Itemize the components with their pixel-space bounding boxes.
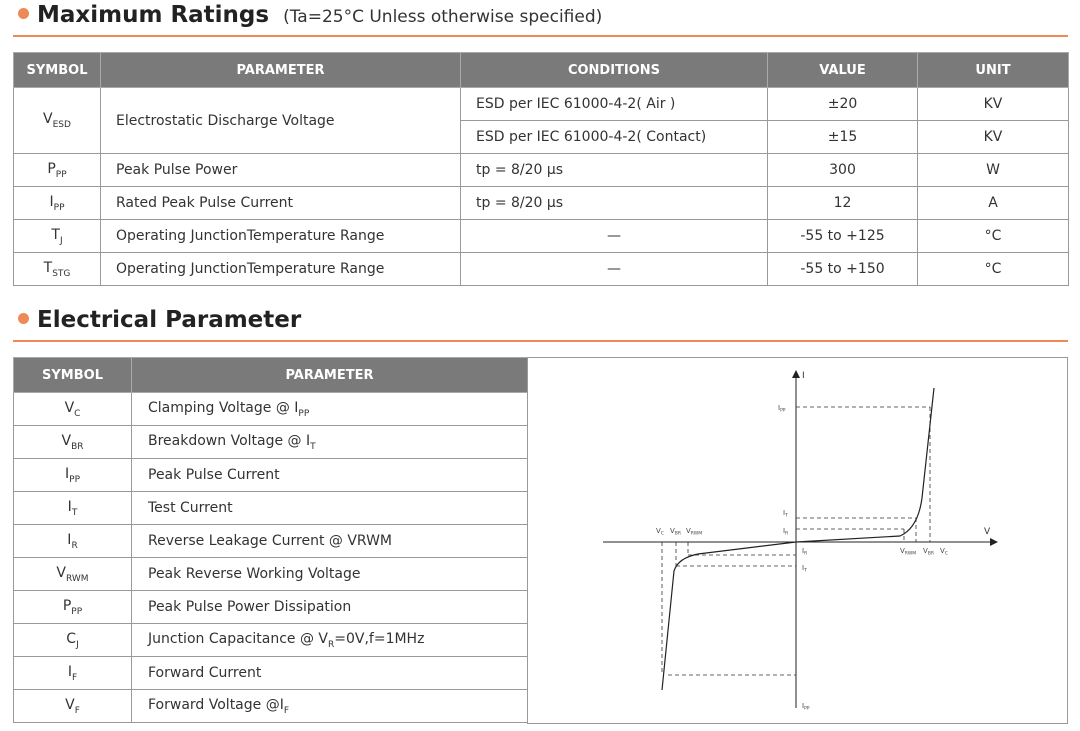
bullet-icon	[18, 313, 29, 324]
ipp-neg-label: $I_{PP}$	[802, 702, 810, 712]
unit-cell: A	[918, 187, 1069, 220]
v-axis-label: V	[984, 527, 991, 537]
parameter-cell: Rated Peak Pulse Current	[101, 187, 461, 220]
ir-label: $I_R$	[783, 527, 789, 537]
symbol-cell: $V_{BR}$	[14, 426, 132, 459]
table-row	[14, 88, 1069, 121]
unit-cell: °C	[918, 220, 1069, 253]
condition-cell: ESD per IEC 61000-4-2( Contact)	[461, 121, 768, 154]
vbr-neg-label: $V_{BR}$	[670, 527, 682, 537]
value-cell: -55 to +150	[768, 253, 918, 286]
symbol-cell: $I_{PP}$	[14, 187, 101, 220]
vc-neg-label: $V_C$	[656, 527, 664, 537]
ipp-label: $I_{PP}$	[778, 404, 786, 414]
it-label: $I_T$	[783, 509, 788, 519]
symbol-cell: $I_R$	[14, 525, 132, 558]
table-row	[14, 220, 1069, 253]
parameter-cell: Forward Current	[132, 657, 528, 690]
table-row	[14, 624, 528, 657]
heading-rule	[13, 35, 1068, 37]
header-conditions: CONDITIONS	[461, 53, 768, 88]
header-parameter: PARAMETER	[132, 358, 528, 393]
value-cell: ±15	[768, 121, 918, 154]
header-unit: UNIT	[918, 53, 1069, 88]
table-row	[14, 426, 528, 459]
electrical-parameter-heading	[18, 307, 301, 333]
symbol-cell: $C_J$	[14, 624, 132, 657]
header-symbol: SYMBOL	[14, 53, 101, 88]
symbol-cell: $V_{RWM}$	[14, 558, 132, 591]
i-axis-arrow-icon	[792, 370, 800, 378]
symbol-cell: $V_C$	[14, 393, 132, 426]
iv-curve	[662, 388, 934, 690]
parameter-cell: Peak Pulse Power	[101, 154, 461, 187]
electrical-parameter-table	[13, 357, 528, 723]
value-cell: ±20	[768, 88, 918, 121]
it-neg-label: $I_T$	[802, 564, 807, 574]
bullet-icon	[18, 8, 29, 19]
value-cell: 300	[768, 154, 918, 187]
parameter-cell: Operating JunctionTemperature Range	[101, 220, 461, 253]
table-header-row	[14, 53, 1069, 88]
parameter-cell: Forward Voltage $@I_F$	[132, 690, 528, 723]
iv-characteristic-diagram	[527, 357, 1068, 724]
table-row	[14, 591, 528, 624]
unit-cell: KV	[918, 121, 1069, 154]
maximum-ratings-subtitle: (Ta=25°C Unless otherwise specified)	[283, 7, 603, 27]
table-row	[14, 154, 1069, 187]
parameter-cell: Breakdown Voltage @ $I_T$	[132, 426, 528, 459]
maximum-ratings-title: Maximum Ratings	[37, 2, 270, 28]
condition-cell: —	[461, 253, 768, 286]
vrwm-label: $V_{RWM}$	[900, 547, 917, 557]
symbol-cell: $V_{ESD}$	[14, 88, 101, 154]
table-row	[14, 393, 528, 426]
table-row	[14, 253, 1069, 286]
header-symbol: SYMBOL	[14, 358, 132, 393]
parameter-cell: Reverse Leakage Current @ VRWM	[132, 525, 528, 558]
value-cell: -55 to +125	[768, 220, 918, 253]
header-parameter: PARAMETER	[101, 53, 461, 88]
symbol-cell: $V_F$	[14, 690, 132, 723]
table-row	[14, 690, 528, 723]
unit-cell: W	[918, 154, 1069, 187]
table-header-row	[14, 358, 528, 393]
symbol-cell: $I_F$	[14, 657, 132, 690]
unit-cell: °C	[918, 253, 1069, 286]
vc-label: $V_C$	[940, 547, 948, 557]
table-row	[14, 657, 528, 690]
v-axis-arrow-icon	[990, 538, 998, 546]
condition-cell: ESD per IEC 61000-4-2( Air )	[461, 88, 768, 121]
symbol-cell: $P_{PP}$	[14, 154, 101, 187]
parameter-cell: Junction Capacitance @ $V_R=0V,f=1MHz$	[132, 624, 528, 657]
table-row	[14, 492, 528, 525]
ir-neg-label: $I_R$	[802, 547, 808, 557]
table-row	[14, 558, 528, 591]
parameter-cell: Test Current	[132, 492, 528, 525]
table-row	[14, 525, 528, 558]
electrical-parameter-title: Electrical Parameter	[37, 307, 302, 333]
parameter-cell: Peak Reverse Working Voltage	[132, 558, 528, 591]
condition-cell: tp = 8/20 µs	[461, 154, 768, 187]
vrwm-neg-label: $V_{RWM}$	[686, 527, 703, 537]
maximum-ratings-table	[13, 52, 1069, 286]
parameter-cell: Electrostatic Discharge Voltage	[101, 88, 461, 154]
parameter-cell: Clamping Voltage @ $I_{PP}$	[132, 393, 528, 426]
unit-cell: KV	[918, 88, 1069, 121]
symbol-cell: $I_T$	[14, 492, 132, 525]
symbol-cell: $P_{PP}$	[14, 591, 132, 624]
condition-cell: tp = 8/20 µs	[461, 187, 768, 220]
header-value: VALUE	[768, 53, 918, 88]
parameter-cell: Peak Pulse Power Dissipation	[132, 591, 528, 624]
condition-cell: —	[461, 220, 768, 253]
symbol-cell: $T_{STG}$	[14, 253, 101, 286]
heading-rule	[13, 340, 1068, 342]
iv-curve-svg	[528, 358, 1067, 723]
value-cell: 12	[768, 187, 918, 220]
vbr-label: $V_{BR}$	[923, 547, 935, 557]
i-axis-label: I	[802, 371, 805, 381]
parameter-cell: Peak Pulse Current	[132, 459, 528, 492]
symbol-cell: $I_{PP}$	[14, 459, 132, 492]
table-row	[14, 459, 528, 492]
maximum-ratings-heading	[18, 2, 602, 28]
symbol-cell: $T_J$	[14, 220, 101, 253]
parameter-cell: Operating JunctionTemperature Range	[101, 253, 461, 286]
table-row	[14, 187, 1069, 220]
